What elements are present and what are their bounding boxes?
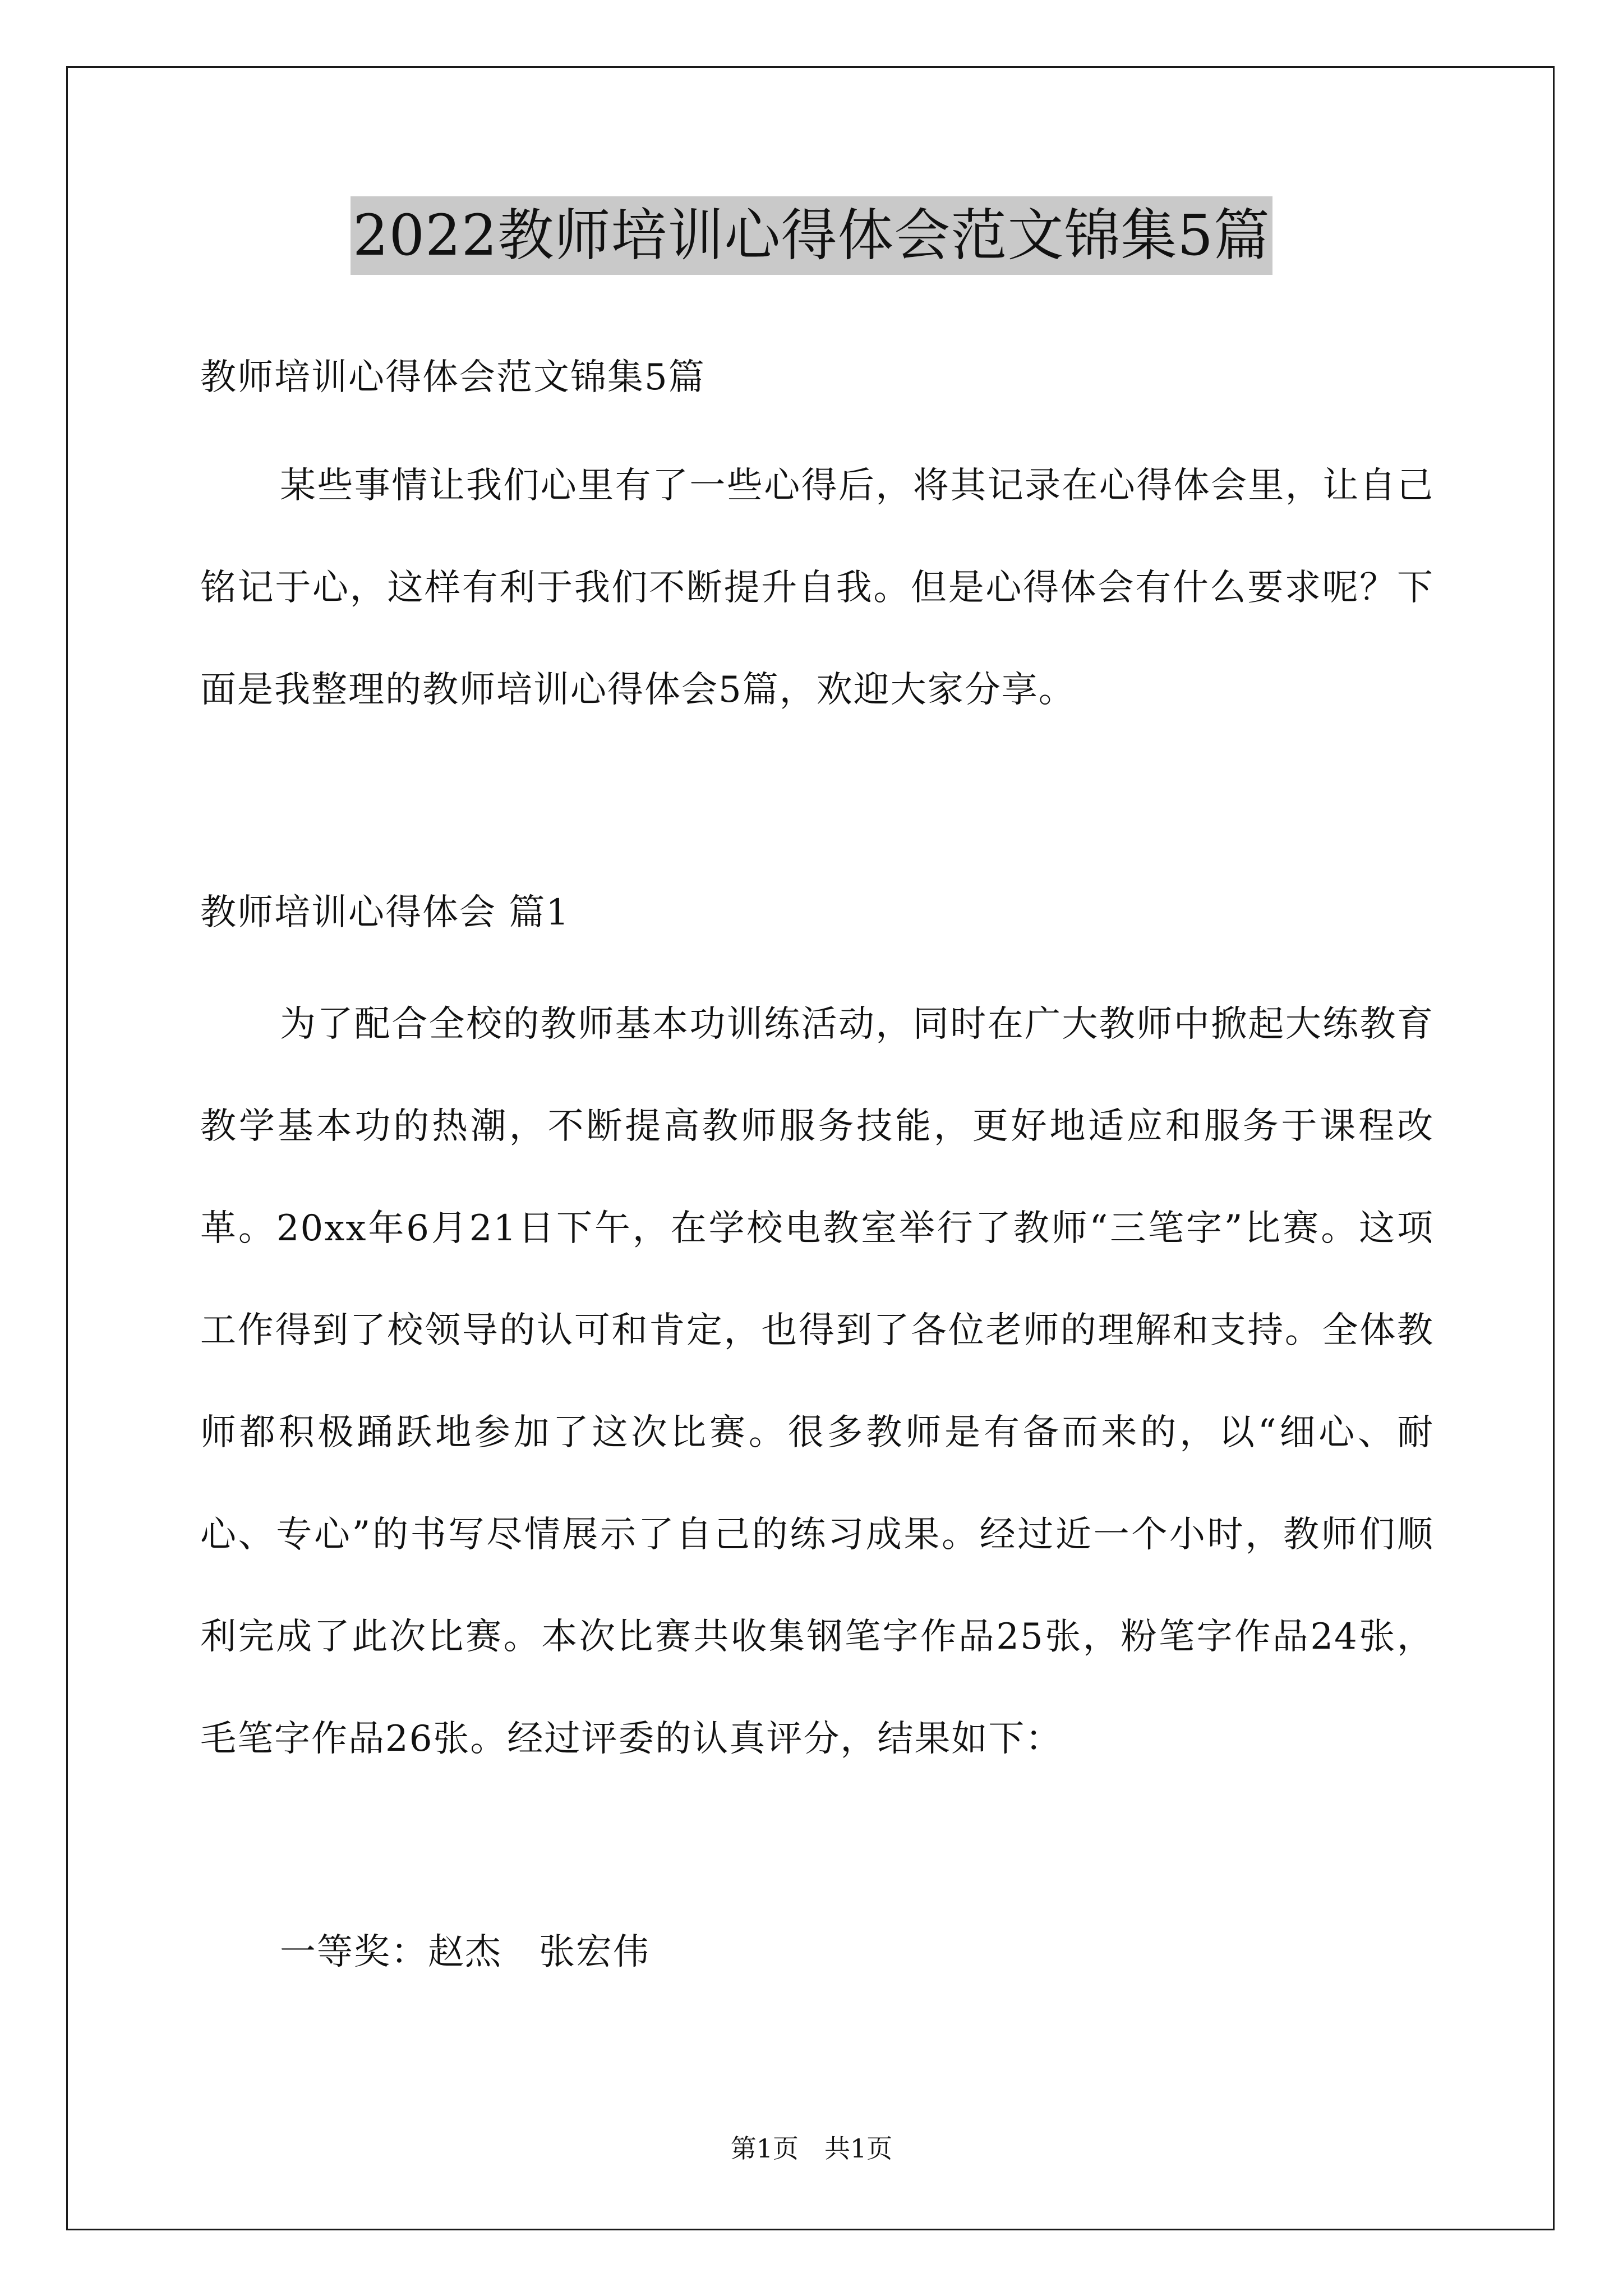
title-container <box>0 196 1623 275</box>
section-paragraph: 为了配合全校的教师基本功训练活动，同时在广大教师中掀起大练教育教学基本功的热潮，不断提高教师服务技能，更好地适应和服务于课程改革。20xx年6月21日下午，在学校电教室举行了教师“三笔字”比赛。这项工作得到了校领导的认可和肯定，也得到了各位老师的理解和支持。全体教师都积极踊跃地参加了这次比赛。很多教师是有备而来的，以“细心、耐心、专心”的书写尽情展示了自己的练习成果。经过近一个小时，教师们顺利完成了此次比赛。本次比赛共收集钢笔字作品25张，粉笔字作品24张，毛笔字作品26张。经过评委的认真评分，结果如下： <box>200 1004 1434 1760</box>
award-line: 一等奖：赵杰 张宏伟 <box>280 1931 650 1973</box>
intro-paragraph: 某些事情让我们心里有了一些心得后，将其记录在心得体会里，让自己铭记于心，这样有利于我们不断提升自我。但是心得体会有什么要求呢？下面是我整理的教师培训心得体会5篇，欢迎大家分享。 <box>200 465 1434 711</box>
document-subtitle: 教师培训心得体会范文锦集5篇 <box>200 357 706 398</box>
document-title: 2022教师培训心得体会范文锦集5篇 <box>351 196 1272 275</box>
page-footer: 第1页 共1页 <box>730 2133 893 2164</box>
section-heading: 教师培训心得体会 篇1 <box>200 892 570 933</box>
